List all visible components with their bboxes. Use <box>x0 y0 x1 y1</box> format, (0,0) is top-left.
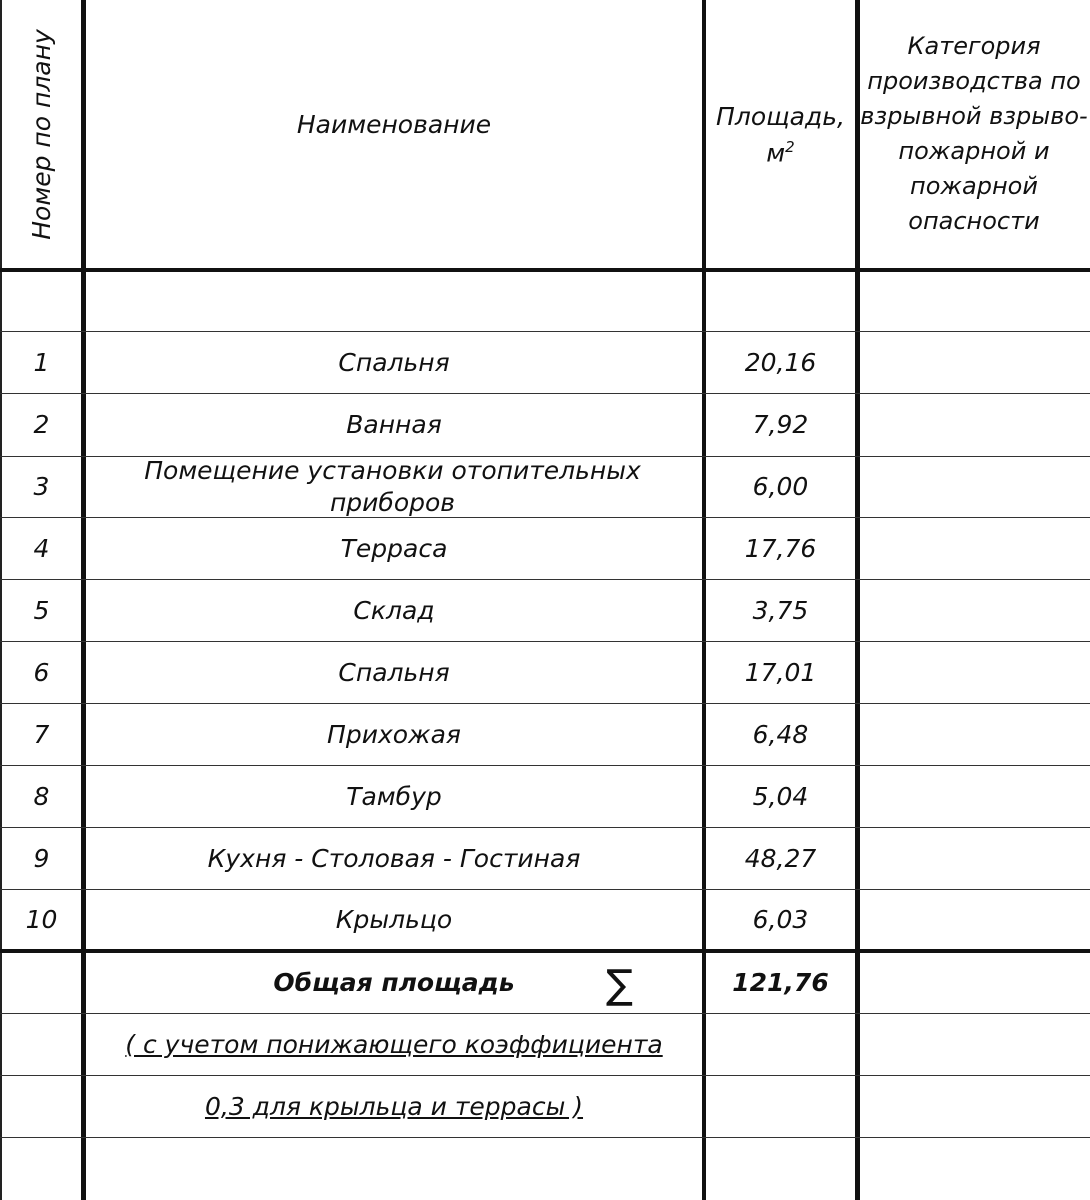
header-name: Наименование <box>296 110 492 139</box>
header-number-label: Номер по плану <box>27 28 56 240</box>
row-name: Ванная <box>346 410 442 439</box>
total-note-line1: ( с учетом понижающего коэффициента <box>125 1029 663 1059</box>
total-value: 121,76 <box>732 968 829 997</box>
row-divider <box>0 1137 1090 1138</box>
header-area <box>706 100 855 170</box>
row-number: 10 <box>25 904 58 934</box>
row-area: 48,27 <box>744 843 817 873</box>
header-area-unit <box>766 132 794 168</box>
header-bottom-rule <box>0 268 1090 272</box>
row-area: 17,76 <box>744 533 817 563</box>
header-area-label: Площадь, <box>716 101 845 131</box>
row-number: 8 <box>33 781 50 811</box>
area-unit-sup: 2 <box>785 137 795 156</box>
sigma-symbol: ∑ <box>606 962 633 1008</box>
row-name: Тамбур <box>346 781 442 811</box>
row-area: 6,03 <box>752 904 809 934</box>
row-area: 17,01 <box>744 657 817 687</box>
row-name: Склад <box>353 595 435 625</box>
row-area: 3,75 <box>752 595 809 625</box>
area-unit-text: м <box>766 138 786 168</box>
header-number <box>2 0 81 268</box>
row-name: Крыльцо <box>335 904 453 934</box>
row-name: Прихожая <box>327 719 461 749</box>
row-number: 2 <box>33 410 50 439</box>
row-area: 6,48 <box>752 719 809 749</box>
row-number: 4 <box>33 533 50 563</box>
row-area: 7,92 <box>752 410 809 439</box>
row-number: 9 <box>33 843 50 873</box>
row-name: Помещение установки отопительных приборов <box>144 456 641 517</box>
row-number: 5 <box>33 595 50 625</box>
row-number: 3 <box>33 472 50 501</box>
row-number: 6 <box>33 657 50 687</box>
total-note-line2: 0,3 для крыльца и террасы ) <box>204 1091 584 1121</box>
row-name: Спальня <box>338 347 450 377</box>
total-label: Общая площадь <box>273 968 515 997</box>
header-category: Категория производства по взрывной взрыво-пожарной и пожарной опасности <box>860 32 1088 235</box>
row-number: 7 <box>33 719 50 749</box>
row-name: Кухня - Столовая - Гостиная <box>207 843 581 873</box>
row-name: Спальня <box>338 657 450 687</box>
row-area: 5,04 <box>752 781 809 811</box>
row-area: 6,00 <box>752 472 809 501</box>
row-number: 1 <box>33 347 50 377</box>
row-name: Терраса <box>340 533 448 563</box>
row-area: 20,16 <box>744 347 817 377</box>
